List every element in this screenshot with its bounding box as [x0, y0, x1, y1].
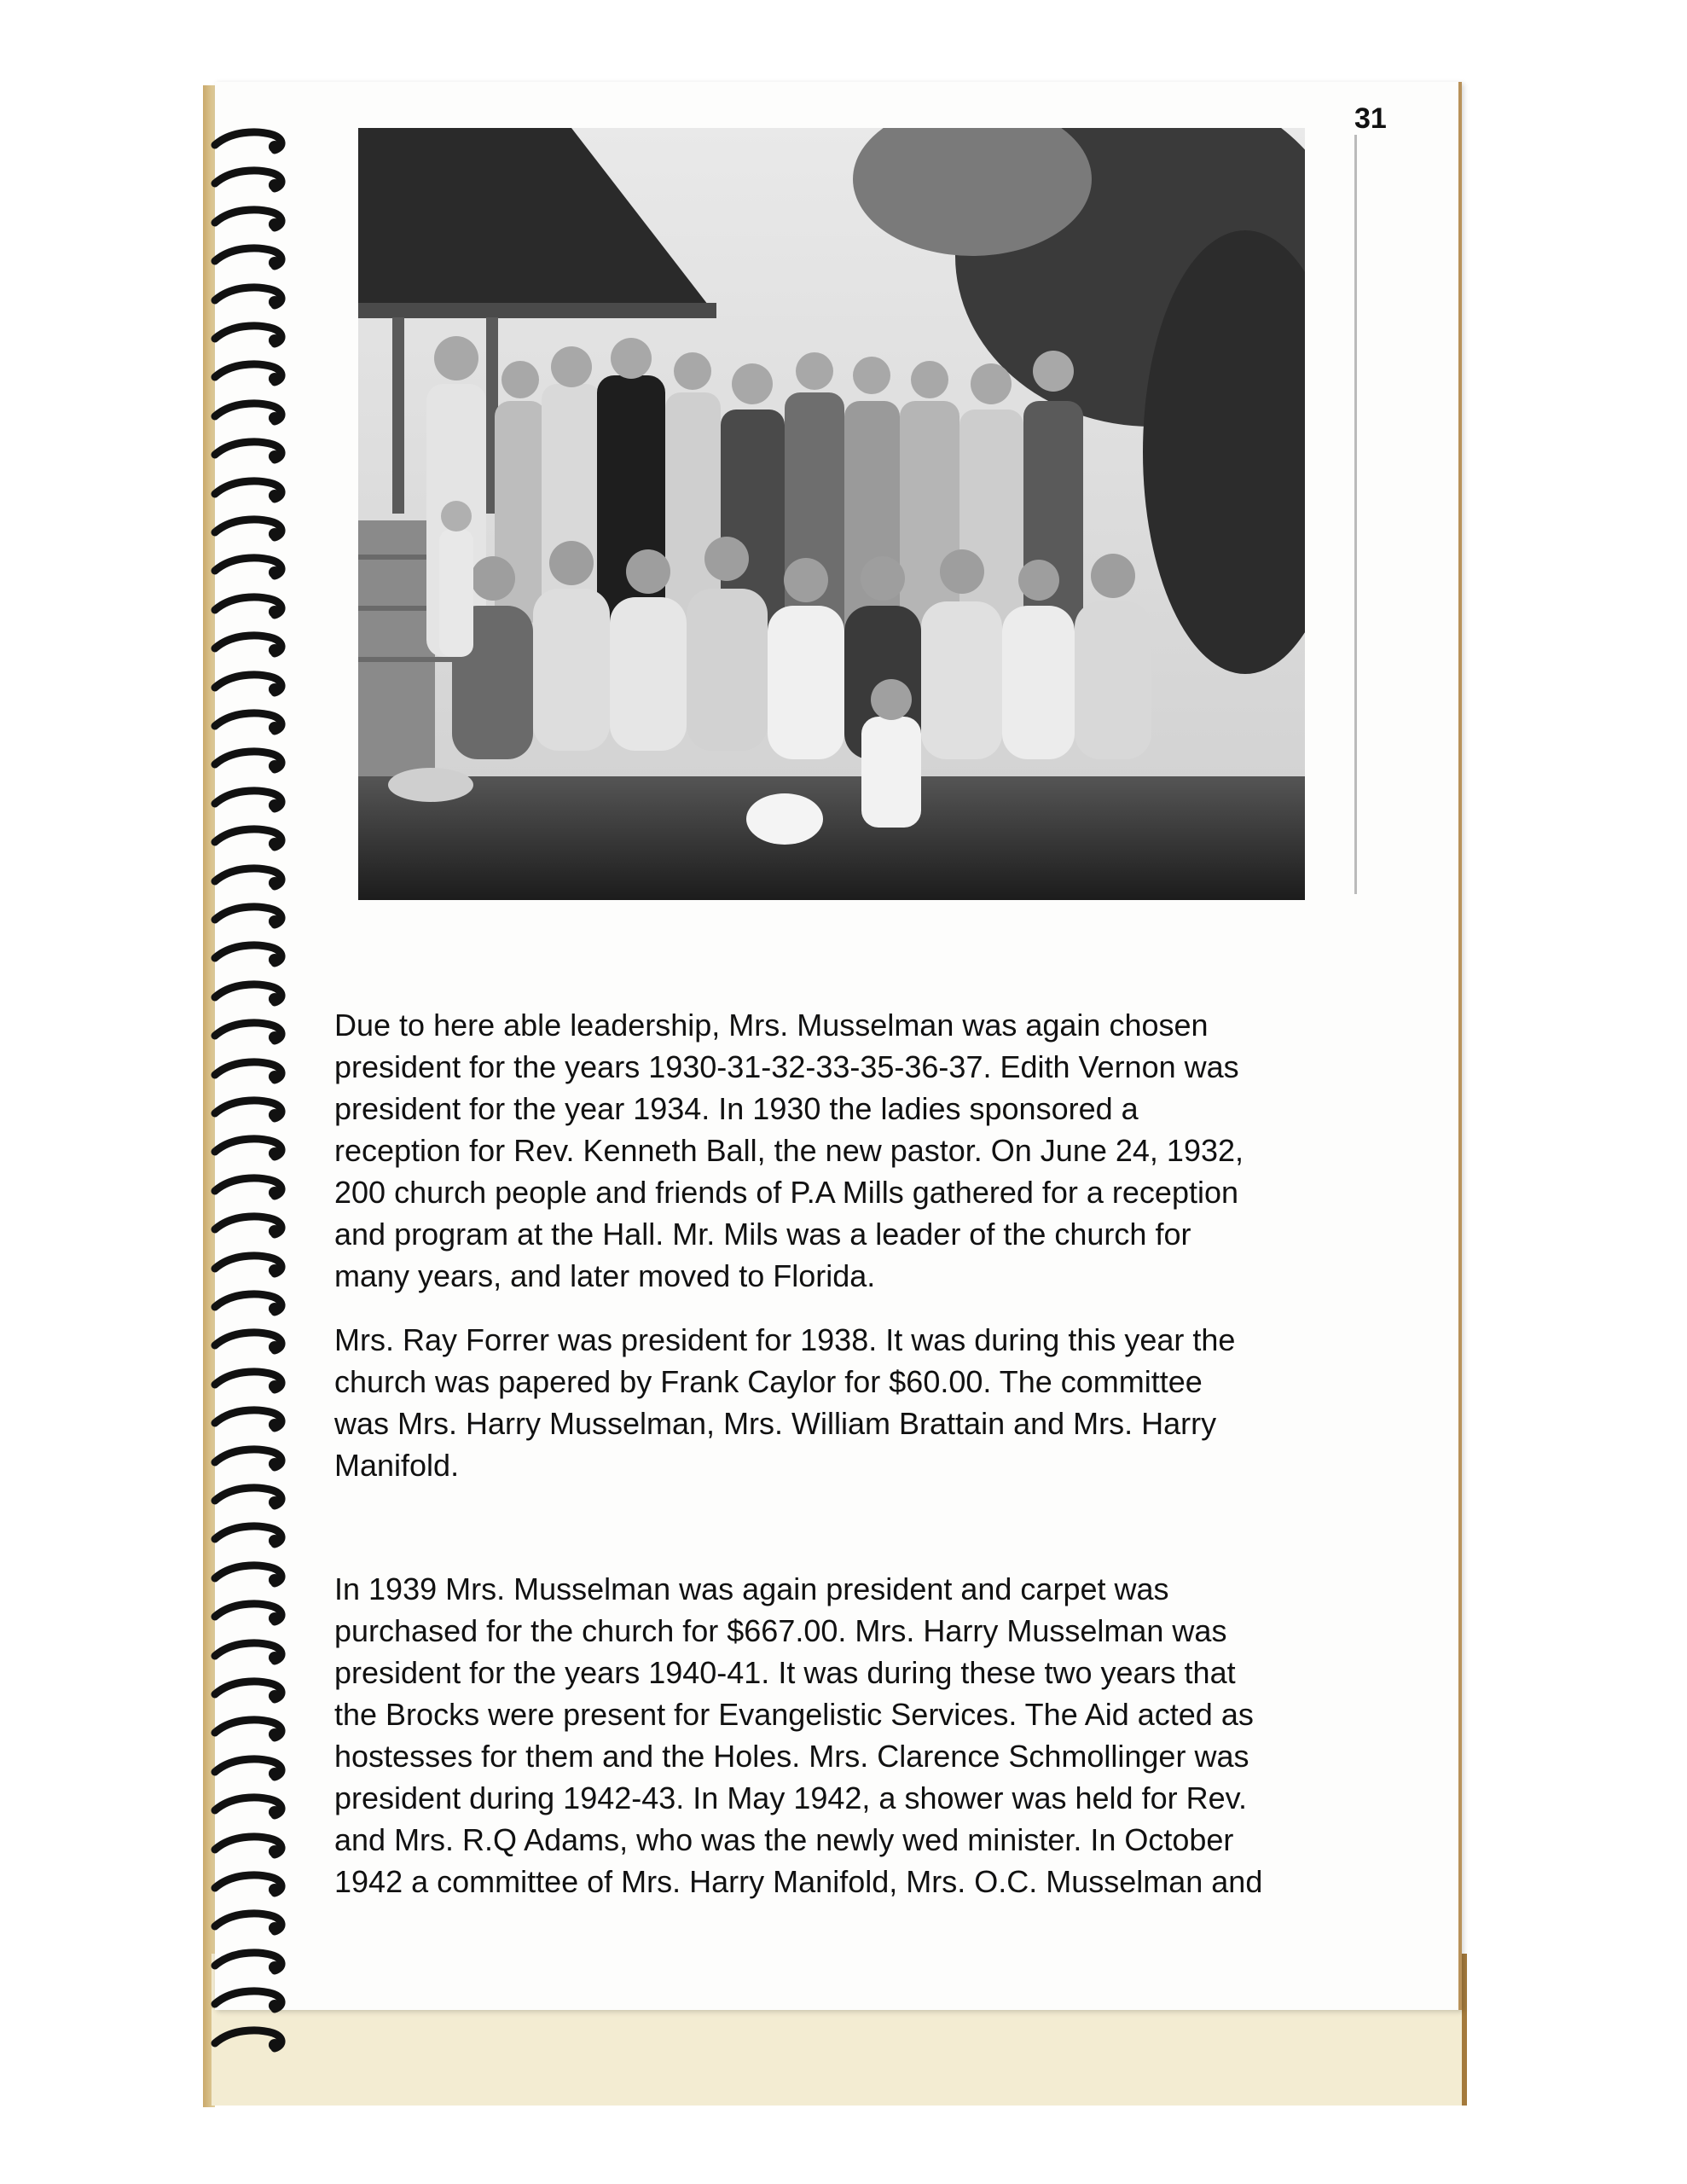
spiral-ring: [213, 128, 287, 154]
text-line: president for the years 1930-31-32-33-35-36-37. Edith Vernon was: [334, 1049, 1239, 1084]
text-line: 200 church people and friends of P.A Mills gathered for a reception: [334, 1175, 1239, 1210]
paragraph-1: [334, 1004, 1392, 1297]
spiral-ring: [213, 1561, 287, 1587]
text-line: In 1939 Mrs. Musselman was again president and carpet was: [334, 1571, 1169, 1606]
text-line: and Mrs. R.Q Adams, who was the newly wed minister. In October: [334, 1822, 1234, 1857]
spiral-ring: [213, 1600, 287, 1625]
text-line: president for the year 1934. In 1930 the ladies sponsored a: [334, 1091, 1139, 1126]
spiral-ring: [213, 787, 287, 812]
spiral-ring: [213, 671, 287, 696]
spiral-ring: [213, 1406, 287, 1432]
spiral-ring: [213, 825, 287, 851]
spiral-ring: [213, 593, 287, 619]
spiral-ring: [213, 1949, 287, 1974]
spiral-ring: [213, 1174, 287, 1199]
spiral-ring: [213, 438, 287, 463]
spiral-ring: [213, 1445, 287, 1471]
spiral-ring: [213, 1987, 287, 2013]
spiral-ring: [213, 903, 287, 928]
spiral-ring: [213, 2026, 287, 2052]
spiral-ring: [213, 1522, 287, 1548]
spiral-ring: [213, 554, 287, 579]
spiral-ring: [213, 1677, 287, 1703]
group-photograph: [358, 128, 1305, 900]
spiral-ring: [213, 980, 287, 1006]
paragraph-3: [334, 1568, 1392, 1902]
spiral-ring: [213, 1135, 287, 1160]
text-line: church was papered by Frank Caylor for $60.00. The committee: [334, 1364, 1203, 1399]
spiral-ring: [213, 1833, 287, 1858]
spiral-ring: [213, 360, 287, 386]
text-line: was Mrs. Harry Musselman, Mrs. William Brattain and Mrs. Harry: [334, 1406, 1217, 1441]
spiral-ring: [213, 1755, 287, 1780]
page-edge-rule: [1354, 135, 1357, 894]
spiral-ring: [213, 283, 287, 309]
spiral-ring: [213, 1212, 287, 1238]
spiral-ring: [213, 206, 287, 231]
spiral-ring: [213, 747, 287, 773]
spiral-ring: [213, 1290, 287, 1316]
text-line: hostesses for them and the Holes. Mrs. Clarence Schmollinger was: [334, 1739, 1249, 1774]
text-line: Mrs. Ray Forrer was president for 1938. It was during this year the: [334, 1322, 1236, 1357]
text-line: president for the years 1940-41. It was during these two years that: [334, 1655, 1236, 1690]
spiral-ring: [213, 1871, 287, 1896]
spiral-ring: [213, 631, 287, 657]
spiral-ring: [213, 1368, 287, 1393]
spiral-ring: [213, 1639, 287, 1664]
text-line: many years, and later moved to Florida.: [334, 1258, 876, 1293]
spiral-ring: [213, 1328, 287, 1354]
text-line: president during 1942-43. In May 1942, a shower was held for Rev.: [334, 1780, 1247, 1815]
spiral-ring: [213, 1716, 287, 1741]
text-line: purchased for the church for $667.00. Mrs. Harry Musselman was: [334, 1613, 1227, 1648]
spiral-ring: [213, 515, 287, 541]
photo-illustration: [358, 128, 1305, 900]
spiral-ring: [213, 941, 287, 967]
spiral-ring: [213, 1909, 287, 1935]
spiral-ring: [213, 1484, 287, 1509]
spiral-ring: [213, 1096, 287, 1122]
show-through-text: [304, 944, 1447, 985]
spiral-ring: [213, 1058, 287, 1083]
text-line: 1942 a committee of Mrs. Harry Manifold, Mrs. O.C. Musselman and: [334, 1864, 1263, 1899]
spiral-ring: [213, 322, 287, 347]
spiral-ring: [213, 244, 287, 270]
spiral-ring: [213, 1252, 287, 1277]
spiral-ring: [213, 1019, 287, 1044]
spiral-ring: [213, 399, 287, 425]
text-line: reception for Rev. Kenneth Ball, the new pastor. On June 24, 1932,: [334, 1133, 1244, 1168]
spiral-ring: [213, 864, 287, 890]
spiral-ring: [213, 477, 287, 502]
text-line: the Brocks were present for Evangelistic Services. The Aid acted as: [334, 1697, 1254, 1732]
spiral-ring: [213, 709, 287, 735]
spiral-ring: [213, 166, 287, 192]
spiral-ring: [213, 1793, 287, 1819]
paragraph-2: [334, 1319, 1392, 1486]
text-line: and program at the Hall. Mr. Mils was a leader of the church for: [334, 1217, 1191, 1252]
text-line: Manifold.: [334, 1448, 460, 1483]
page-number: 31: [1354, 102, 1387, 135]
text-line: Due to here able leadership, Mrs. Musselman was again chosen: [334, 1008, 1209, 1043]
